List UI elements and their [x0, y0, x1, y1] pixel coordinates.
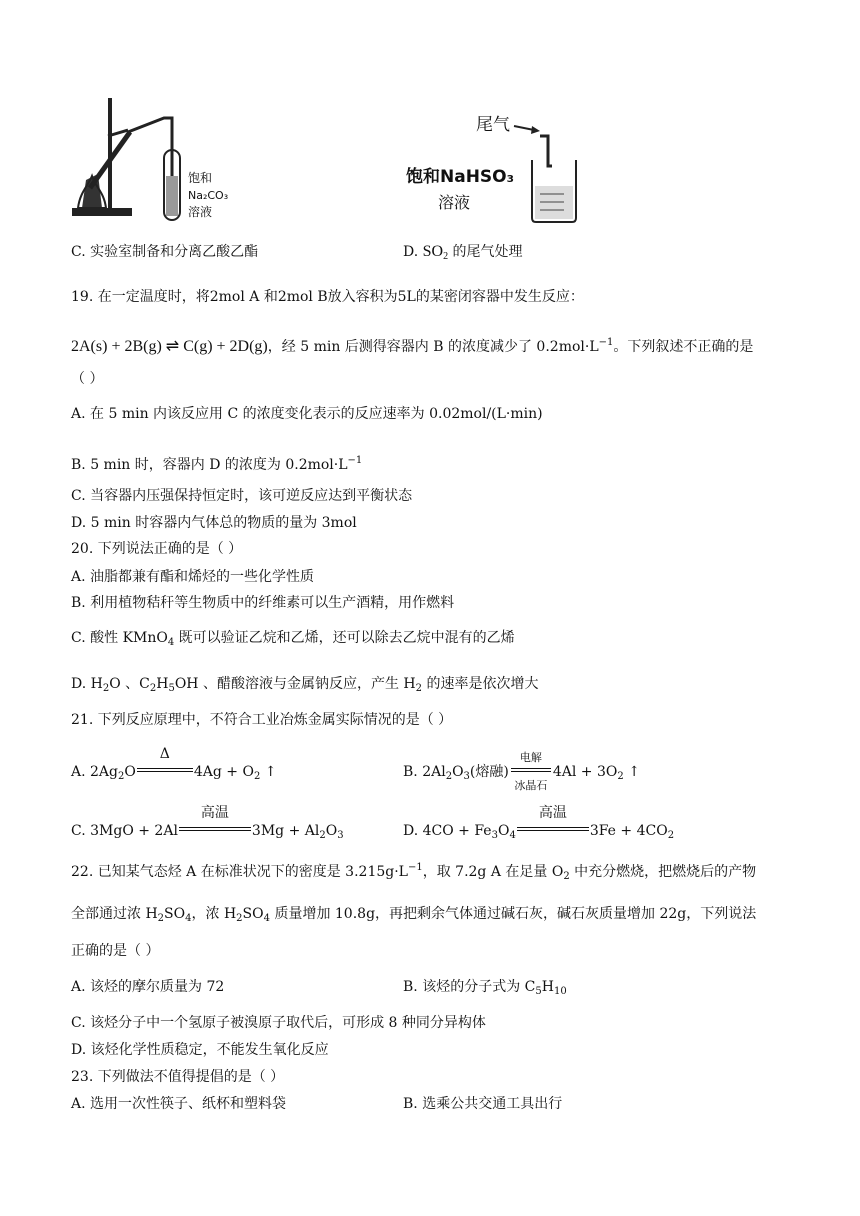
so2-tail-gas-figure	[404, 100, 594, 230]
q20-option-a: A. 油脂都兼有酯和烯烃的一些化学性质	[71, 569, 315, 585]
fig-left-label-1: 饱和	[188, 171, 213, 185]
q19-equation: 2A(s) + 2B(g) ⇌ C(g) + 2D(g)	[71, 338, 268, 355]
q21-option-c: C. 3MgO + 2Al 高温 $3Mg + Al_2O_3$	[71, 805, 344, 841]
q22-option-b: B. 该烃的分子式为 $C_5H_{10}$	[403, 979, 567, 997]
q22-stem-line1: 22. 已知某气态烃 A 在标准状况下的密度是 $3.215g\cdot L^{-1}$，取 7.2g A 在足量 $O_2$ 中充分燃烧，把燃烧后的产物	[71, 862, 757, 882]
q21-option-b: B. $2Al_2O_3$(熔融) 电解 冰晶石 $4Al + 3O_2$ ↑	[403, 751, 640, 792]
fig-right-gas-label: 尾气	[476, 115, 510, 135]
q19-option-d: D. 5 min 时容器内气体总的物质的量为 3mol	[71, 515, 357, 531]
q21-option-d: D. $4CO + Fe_3O_4$ 高温 $3Fe + 4CO_2$	[403, 805, 675, 841]
ester-apparatus-figure	[68, 96, 268, 226]
q20-option-d: D. $H_2O$ 、$C_2H_5OH$ 、醋酸溶液与金属钠反应，产生 $H_2$ 的速率是依次增大	[71, 676, 539, 694]
q23-option-a: A. 选用一次性筷子、纸杯和塑料袋	[71, 1096, 287, 1112]
q19-option-a: A. 在 5 min 内该反应用 C 的浓度变化表示的反应速率为 0.02mol/(L·min)	[71, 406, 543, 422]
q22-stem-line3: 正确的是（ ）	[71, 943, 160, 959]
q23-option-b: B. 选乘公共交通工具出行	[403, 1096, 563, 1112]
q19-stem-line1: 19. 在一定温度时，将2mol A 和2mol B放入容积为5L的某密闭容器中发生反应：	[71, 289, 584, 305]
q21-option-a: A. $2Ag_2O$ Δ $4Ag + O_2$ ↑	[71, 746, 277, 782]
q19-stem-line2: 2A(s) + 2B(g) ⇌ C(g) + 2D(g)，经 5 min 后测得容器内 B 的浓度减少了 $0.2mol\cdot L^{-1}$。下列叙述不正确的是	[71, 337, 754, 355]
q23-stem: 23. 下列做法不值得提倡的是（ ）	[71, 1069, 285, 1085]
q20-option-c: C. 酸性 KMnO$_4$ 既可以验证乙烷和乙烯，还可以除去乙烷中混有的乙烯	[71, 630, 515, 648]
q18-option-d: D. $SO_2$ 的尾气处理	[403, 243, 523, 262]
fig-right-label-1: 饱和NaHSO₃	[406, 167, 515, 187]
fig-left-label-2: Na₂CO₃	[188, 189, 229, 202]
q20-stem: 20. 下列说法正确的是（ ）	[71, 541, 243, 557]
q22-option-c: C. 该烃分子中一个氢原子被溴原子取代后，可形成 8 种同分异构体	[71, 1015, 486, 1031]
fig-left-label-3: 溶液	[188, 205, 213, 219]
q19-paren: （ ）	[71, 371, 104, 387]
q18-option-c: C. 实验室制备和分离乙酸乙酯	[71, 244, 259, 260]
q22-option-d: D. 该烃化学性质稳定，不能发生氧化反应	[71, 1042, 329, 1058]
q20-option-b: B. 利用植物秸秆等生物质中的纤维素可以生产酒精，用作燃料	[71, 595, 455, 611]
q19-option-b: B. 5 min 时，容器内 D 的浓度为 $0.2mol\cdot L^{-1}$	[71, 455, 363, 473]
q19-option-c: C. 当容器内压强保持恒定时，该可逆反应达到平衡状态	[71, 488, 413, 504]
q22-option-a: A. 该烃的摩尔质量为 72	[71, 979, 225, 995]
q21-stem: 21. 下列反应原理中，不符合工业冶炼金属实际情况的是（ ）	[71, 712, 453, 728]
q22-stem-line2: 全部通过浓 $H_2SO_4$，浓 $H_2SO_4$ 质量增加 10.8g，再把剩余气体通过碱石灰，碱石灰质量增加 22g，下列说法	[71, 906, 757, 924]
fig-right-label-2: 溶液	[438, 193, 471, 212]
